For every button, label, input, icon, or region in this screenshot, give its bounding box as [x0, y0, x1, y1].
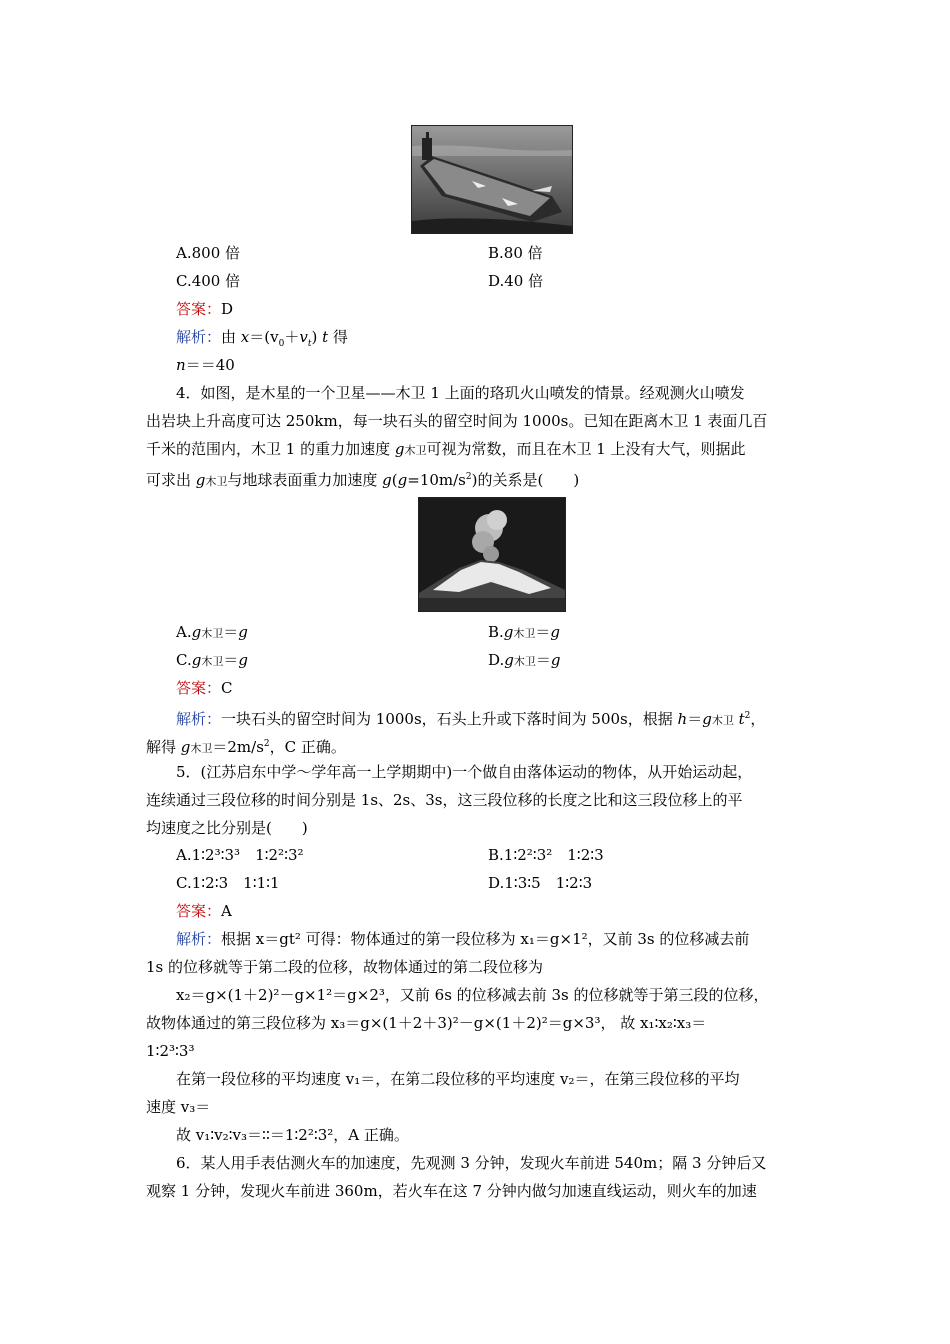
q5-analysis-1: 解析：根据 x＝gt² 可得：物体通过的第一段位移为 x₁＝g×1²，又前 3s 的位移减去前: [176, 930, 750, 948]
q4-option-d: D.g木卫＝g: [488, 651, 561, 669]
q4-option-a: A.g木卫＝g: [176, 623, 248, 641]
q3-result: n＝＝40: [176, 356, 235, 374]
q3-answer: [176, 299, 233, 319]
q5-analysis-2: 1s 的位移就等于第二段的位移，故物体通过的第二段位移为: [146, 958, 544, 976]
answer-label: 答案：: [176, 902, 222, 920]
q5-analysis-6: 在第一段位移的平均速度 v₁＝，在第二段位移的平均速度 v₂＝，在第三段位移的平均: [176, 1070, 740, 1088]
analysis-label: 解析：: [176, 930, 222, 948]
q4-option-b: B.g木卫＝g: [488, 623, 561, 641]
q5-line-2: 连续通过三段位移的时间分别是 1s、2s、3s，这三段位移的长度之比和这三段位移上的平: [146, 791, 743, 809]
q6-line-1: 6．某人用手表估测火车的加速度，先观测 3 分钟，发现火车前进 540m；隔 3 分钟后又: [176, 1154, 767, 1172]
q5-analysis-8: 故 v₁∶v₂∶v₃＝∶∶＝1∶2²∶3²，A 正确。: [176, 1126, 409, 1144]
q4-analysis-1: 解析：一块石头的留空时间为 1000s，石头上升或下落时间为 500s，根据 h＝g木卫 $t^2$，: [176, 710, 766, 728]
q5-analysis-5: 1∶2³∶3³: [146, 1042, 195, 1060]
volcano-photo: [418, 497, 566, 612]
volcano-image: [419, 498, 565, 611]
q3-analysis: 解析：由 $x=(v_0+v_t)$ t 得: [176, 328, 348, 349]
answer-label: 答案：: [176, 300, 222, 318]
q4-line-1: 4．如图，是木星的一个卫星——木卫 1 上面的珞玑火山喷发的情景。经观测火山喷发: [176, 384, 745, 402]
answer-label: 答案：: [176, 679, 222, 697]
answer-value: A: [221, 902, 232, 920]
q5-analysis-3: x₂＝g×(1＋2)²－g×1²＝g×2³，又前 6s 的位移减去前 3s 的位移就等于第三段的位移，: [176, 986, 769, 1004]
analysis-label: 解析：: [176, 328, 222, 346]
answer-value: C: [221, 679, 233, 697]
q5-option-b: B.1∶2²∶3² 1∶2∶3: [488, 846, 604, 864]
q5-option-d: D.1∶3∶5 1∶2∶3: [488, 874, 593, 892]
q6-line-2: 观察 1 分钟，发现火车前进 360m，若火车在这 7 分钟内做匀加速直线运动，则火车的加速: [146, 1182, 757, 1200]
q5-analysis-7: 速度 v₃＝: [146, 1098, 211, 1116]
q4-line-3: 千米的范围内，木卫 1 的重力加速度 g木卫可视为常数，而且在木卫 1 上没有大气，则据此: [146, 440, 746, 458]
q5-analysis-4: 故物体通过的第三段位移为 x₃＝g×(1＋2＋3)²－g×(1＋2)²＝g×3³， 故 x₁∶x₂∶x₃＝: [146, 1014, 707, 1032]
q5-option-c: C.1∶2∶3 1∶1∶1: [176, 874, 280, 892]
q3-option-b: B.80 倍: [488, 244, 543, 262]
q4-line-2: 出岩块上升高度可达 250km，每一块石头的留空时间为 1000s。已知在距离木卫 1 表面几百: [146, 412, 768, 430]
q5-line-1: 5．(江苏启东中学～学年高一上学期期中)一个做自由落体运动的物体，从开始运动起，: [176, 763, 753, 781]
q5-option-a: A.1∶2³∶3³ 1∶2²∶3²: [176, 846, 304, 864]
q5-answer: [176, 901, 232, 921]
aircraft-carrier-photo: [411, 125, 573, 234]
q3-option-a: A.800 倍: [176, 244, 240, 262]
q4-answer: [176, 678, 233, 698]
answer-value: D: [221, 300, 234, 318]
q3-option-d: D.40 倍: [488, 272, 544, 290]
q4-analysis-2: 解得 g木卫$=2m/s^2$，C 正确。: [146, 738, 346, 756]
q3-option-c: C.400 倍: [176, 272, 241, 290]
aircraft-carrier-image: [412, 126, 572, 233]
q4-option-c: C.g木卫＝g: [176, 651, 248, 669]
q5-line-3: 均速度之比分别是( ): [146, 819, 308, 837]
analysis-label: 解析：: [176, 710, 222, 728]
q4-line-4: 可求出 g木卫与地球表面重力加速度 $g(g=10m/s^2)$的关系是( ): [146, 471, 580, 489]
